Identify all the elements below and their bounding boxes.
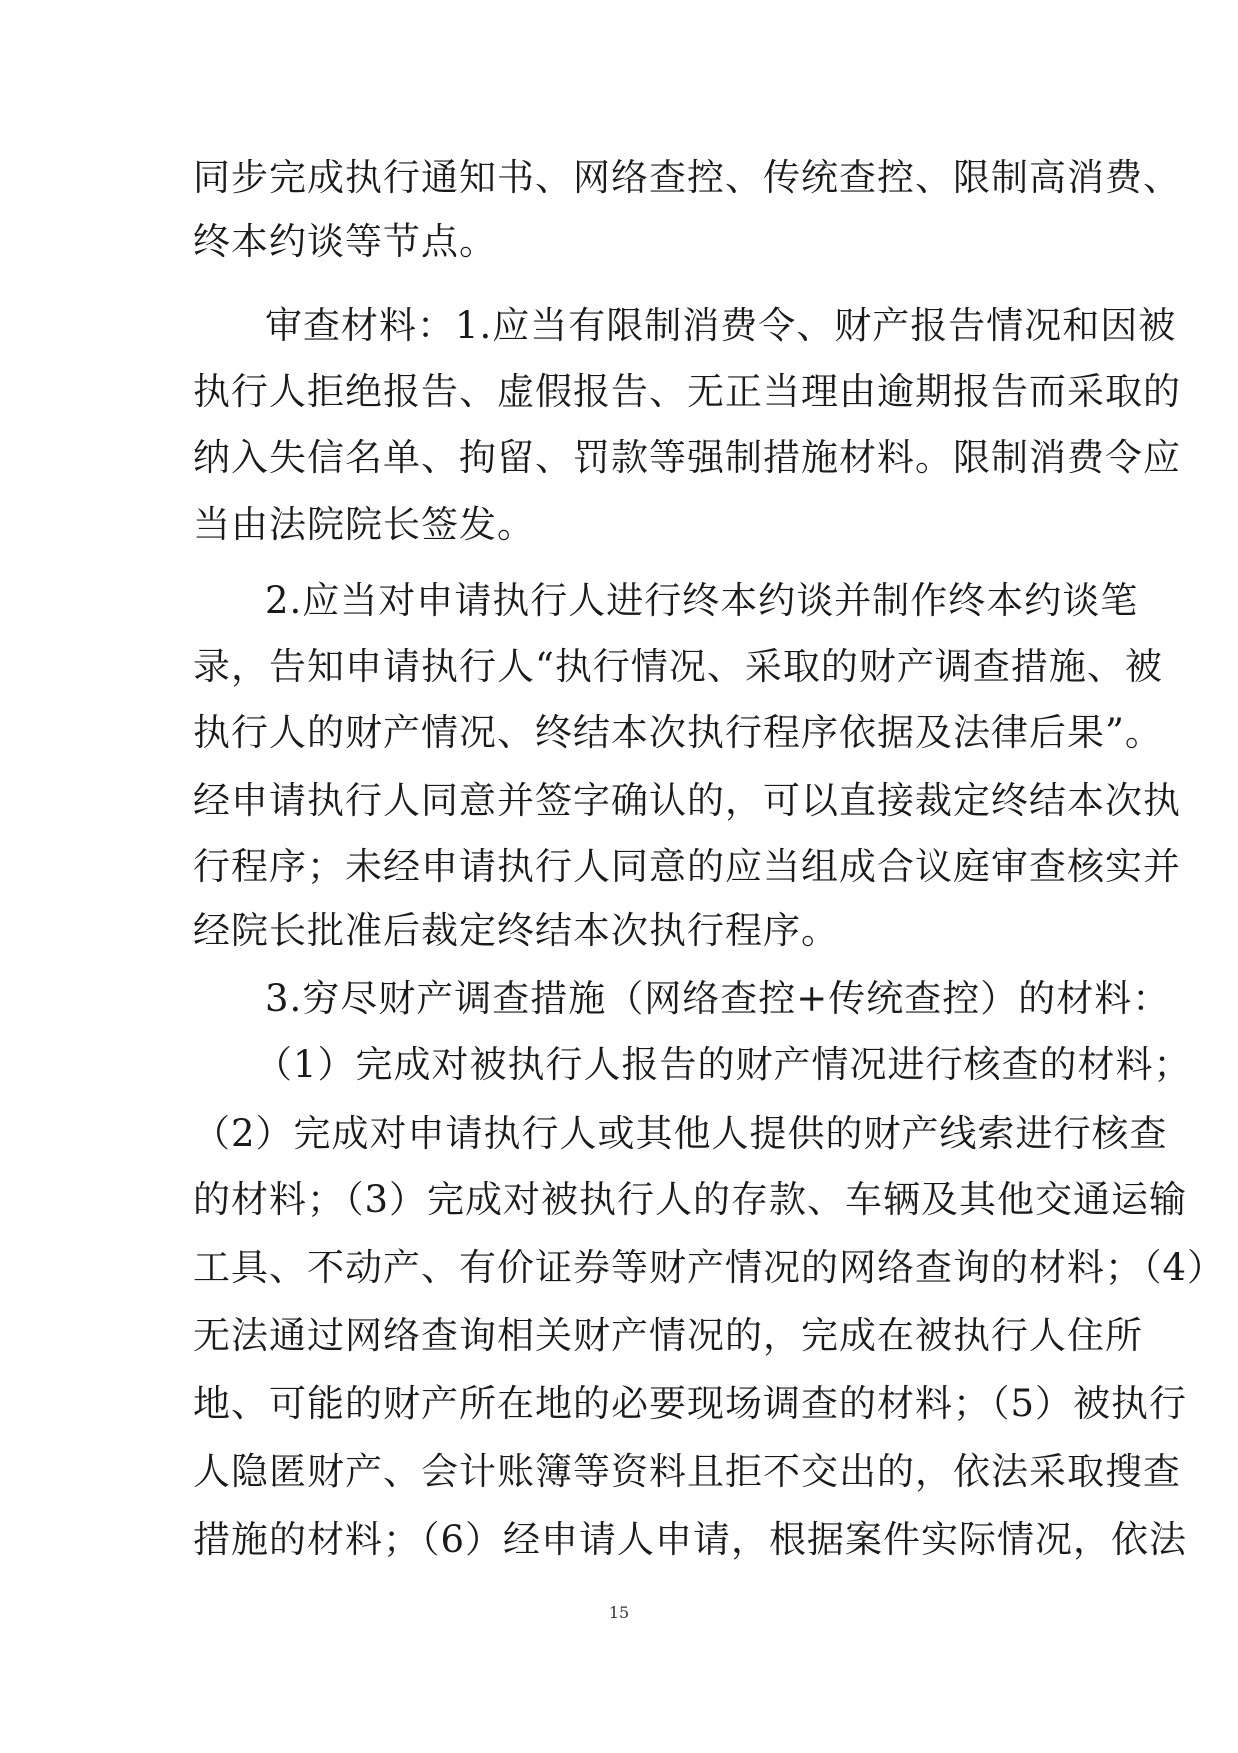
body-text-line: 无法通过网络查询相关财产情况的，完成在被执行人住所 [193,1314,1143,1357]
body-text-line: 工具、不动产、有价证券等财产情况的网络查询的材料；（4） [193,1246,1226,1289]
body-text-line: 经院长批准后裁定终结本次执行程序。 [193,909,839,952]
body-text-line: 纳入失信名单、拘留、罚款等强制措施材料。限制消费令应 [193,436,1181,479]
body-text-line: 3.穷尽财产调查措施（网络查控+传统查控）的材料： [265,977,1171,1020]
body-text-line: 执行人的财产情况、终结本次执行程序依据及法律后果”。 [193,711,1163,754]
body-text-line: 同步完成执行通知书、网络查控、传统查控、限制高消费、 [193,156,1181,199]
body-text-line: （1）完成对被执行人报告的财产情况进行核查的材料； [255,1043,1192,1086]
body-text-line: 地、可能的财产所在地的必要现场调查的材料；（5）被执行 [193,1382,1188,1425]
body-text-line: 人隐匿财产、会计账簿等资料且拒不交出的，依法采取搜查 [193,1450,1181,1493]
body-text-line: 的材料；（3）完成对被执行人的存款、车辆及其他交通运输 [193,1178,1188,1221]
body-text-line: 录，告知申请执行人“执行情况、采取的财产调查措施、被 [193,645,1163,688]
body-text-line: 经申请执行人同意并签字确认的，可以直接裁定终结本次执 [193,779,1181,822]
body-text-line: 2.应当对申请执行人进行终本约谈并制作终本约谈笔 [265,579,1139,622]
body-text-line: 措施的材料；（6）经申请人申请，根据案件实际情况，依法 [193,1518,1188,1561]
body-text-line: （2）完成对申请执行人或其他人提供的财产线索进行核查 [193,1112,1168,1155]
body-text-line: 当由法院院长签发。 [193,503,535,546]
body-text-line: 审查材料：1.应当有限制消费令、财产报告情况和因被 [265,304,1177,347]
page-number: 15 [608,1603,630,1622]
body-text-line: 终本约谈等节点。 [193,220,497,263]
body-text-line: 行程序；未经申请执行人同意的应当组成合议庭审查核实并 [193,845,1181,888]
body-text-line: 执行人拒绝报告、虚假报告、无正当理由逾期报告而采取的 [193,370,1181,413]
